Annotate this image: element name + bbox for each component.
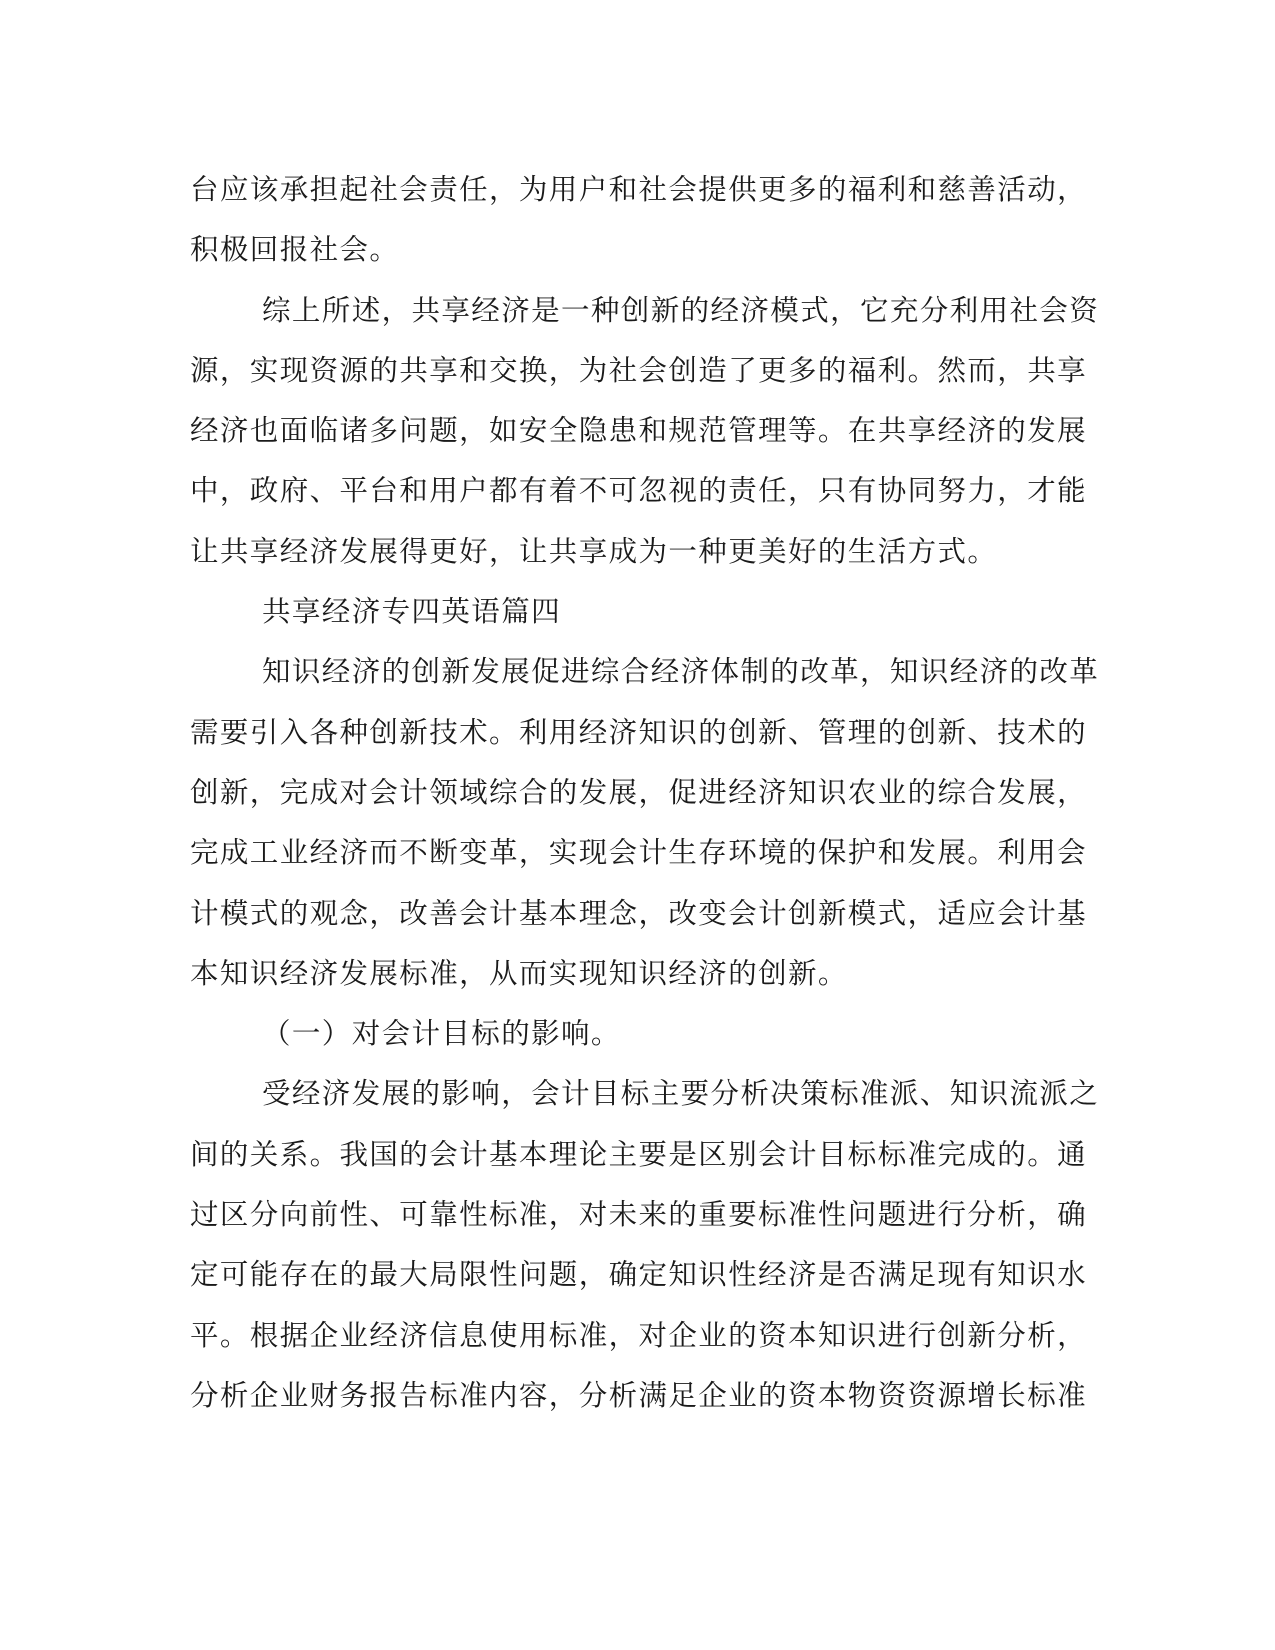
section-heading: 共享经济专四英语篇四 bbox=[262, 595, 562, 629]
paragraph-line: 经济也面临诸多问题，如安全隐患和规范管理等。在共享经济的发展 bbox=[190, 414, 1088, 448]
paragraph-line: 中，政府、平台和用户都有着不可忽视的责任，只有协同努力，才能 bbox=[190, 474, 1088, 508]
paragraph-line: 定可能存在的最大局限性问题，确定知识性经济是否满足现有知识水 bbox=[190, 1258, 1088, 1292]
subsection-heading: （一）对会计目标的影响。 bbox=[262, 1017, 621, 1051]
paragraph-line: 台应该承担起社会责任，为用户和社会提供更多的福利和慈善活动， bbox=[190, 173, 1088, 206]
paragraph-line: 知识经济的创新发展促进综合经济体制的改革，知识经济的改革 bbox=[262, 655, 1100, 689]
paragraph-line: 分析企业财务报告标准内容，分析满足企业的资本物资资源增长标准 bbox=[190, 1378, 1088, 1412]
paragraph-line: 需要引入各种创新技术。利用经济知识的创新、管理的创新、技术的 bbox=[190, 715, 1088, 749]
paragraph-line: 源，实现资源的共享和交换，为社会创造了更多的福利。然而，共享 bbox=[190, 353, 1088, 387]
document-body bbox=[190, 160, 1100, 1426]
paragraph-line: 让共享经济发展得更好，让共享成为一种更美好的生活方式。 bbox=[190, 534, 998, 568]
paragraph-line: 本知识经济发展标准，从而实现知识经济的创新。 bbox=[190, 956, 848, 990]
paragraph-line: 平。根据企业经济信息使用标准，对企业的资本知识进行创新分析， bbox=[190, 1318, 1088, 1352]
paragraph-line: 间的关系。我国的会计基本理论主要是区别会计目标标准完成的。通 bbox=[190, 1137, 1088, 1171]
paragraph-line: 创新，完成对会计领域综合的发展，促进经济知识农业的综合发展， bbox=[190, 775, 1088, 809]
paragraph-line: 受经济发展的影响，会计目标主要分析决策标准派、知识流派之 bbox=[262, 1077, 1100, 1111]
paragraph-line: 综上所述，共享经济是一种创新的经济模式，它充分利用社会资 bbox=[262, 293, 1100, 327]
paragraph-line: 积极回报社会。 bbox=[190, 233, 400, 267]
paragraph-line: 完成工业经济而不断变革，实现会计生存环境的保护和发展。利用会 bbox=[190, 836, 1088, 870]
paragraph-line: 计模式的观念，改善会计基本理念，改变会计创新模式，适应会计基 bbox=[190, 896, 1088, 930]
paragraph-line: 过区分向前性、可靠性标准，对未来的重要标准性问题进行分析，确 bbox=[190, 1198, 1088, 1232]
